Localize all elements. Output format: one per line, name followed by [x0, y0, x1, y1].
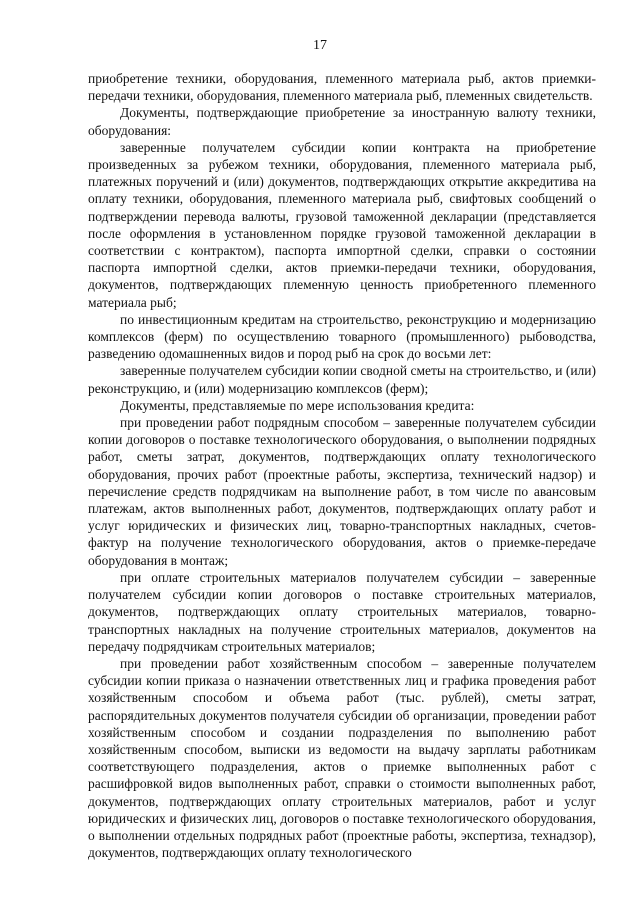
paragraph-continuation: приобретение техники, оборудования, племенного материала рыб, актов приемки-передачи техники, оборудования, племенного материала рыб, племенных свидетельств. [88, 71, 596, 104]
paragraph-contract-method: при проведении работ подрядным способом – заверенные получателем субсидии копии договоров о поставке технологического оборудования, о выполнении подрядных работ, сметы затрат, документов, подтверждающих оплату технологического оборудования, прочих работ (проектные работы, экспертиза, технический надзор) и перечисление средств подрядчикам на выполнение работ, в том числе по авансовым платежам, актов выполненных работ, документов, подтверждающих оплату работ и услуг юридических и физических лиц, товарно-транспортных накладных, счетов-фактур на получение технологического оборудования, актов о приемке-передаче оборудования в монтаж; [88, 415, 596, 568]
paragraph-building-materials: при оплате строительных материалов получателем субсидии – заверенные получателем субсидии копии договоров о поставке строительных материалов, документов, подтверждающих оплату строительных материалов, товарно-транспортных накладных на получение строительных материалов, документов на передачу подрядчикам строительных материалов; [88, 569, 596, 654]
paragraph-construction-estimate: заверенные получателем субсидии копии сводной сметы на строительство, и (или) реконструкцию, и (или) модернизацию комплексов (ферм); [88, 363, 596, 396]
paragraph-investment-credits: по инвестиционным кредитам на строительство, реконструкцию и модернизацию комплексов (ферм) по осуществлению товарного (промышленного) рыбоводства, разведению одомашненных видов и пород рыб на срок до восьми лет: [88, 311, 596, 362]
paragraph-credit-use-heading: Документы, представляемые по мере использования кредита: [120, 397, 475, 413]
page-number: 17 [313, 38, 327, 53]
paragraph-economic-method: при проведении работ хозяйственным способом – заверенные получателем субсидии копии приказа о назначении ответственных лиц и графика проведения работ хозяйственным способом и объема работ (тыс. рублей), сметы затрат, распорядительных документов получателя субсидии об организации, проведении работ хозяйственным способом и создании подразделения по выполнению работ хозяйственным способом, выписки из ведомости на выдачу зарплаты работникам соответствующего подразделения, актов о приемке выполненных работ с расшифровкой видов выполненных работ, справки о стоимости выполненных работ, документов, подтверждающих оплату строительных материалов, работ и услуг юридических и физических лиц, договоров о поставке технологического оборудования, о выполнении отдельных подрядных работ (проектные работы, экспертиза, технадзор), документов, подтверждающих оплату технологического [88, 655, 596, 861]
paragraph-foreign-currency-heading: Документы, подтверждающие приобретение за иностранную валюту техники, оборудования: [88, 105, 596, 138]
paragraph-foreign-currency-documents: заверенные получателем субсидии копии контракта на приобретение произведенных за рубежом техники, оборудования, племенного материала рыб, платежных поручений и (или) документов, подтверждающих открытие аккредитива на оплату техники, оборудования, племенного материала рыб, свифтовых сообщений о подтверждении перевода валюты, грузовой таможенной декларации (представляется после оформления в установленном порядке грузовой таможенной декларации в соответствии с контрактом), паспорта импортной сделки, справки о состоянии паспорта импортной сделки, актов приемки-передачи техники, оборудования, документов, подтверждающих племенную ценность приобретенного племенного материала рыб; [88, 139, 596, 310]
document-body [88, 70, 596, 861]
